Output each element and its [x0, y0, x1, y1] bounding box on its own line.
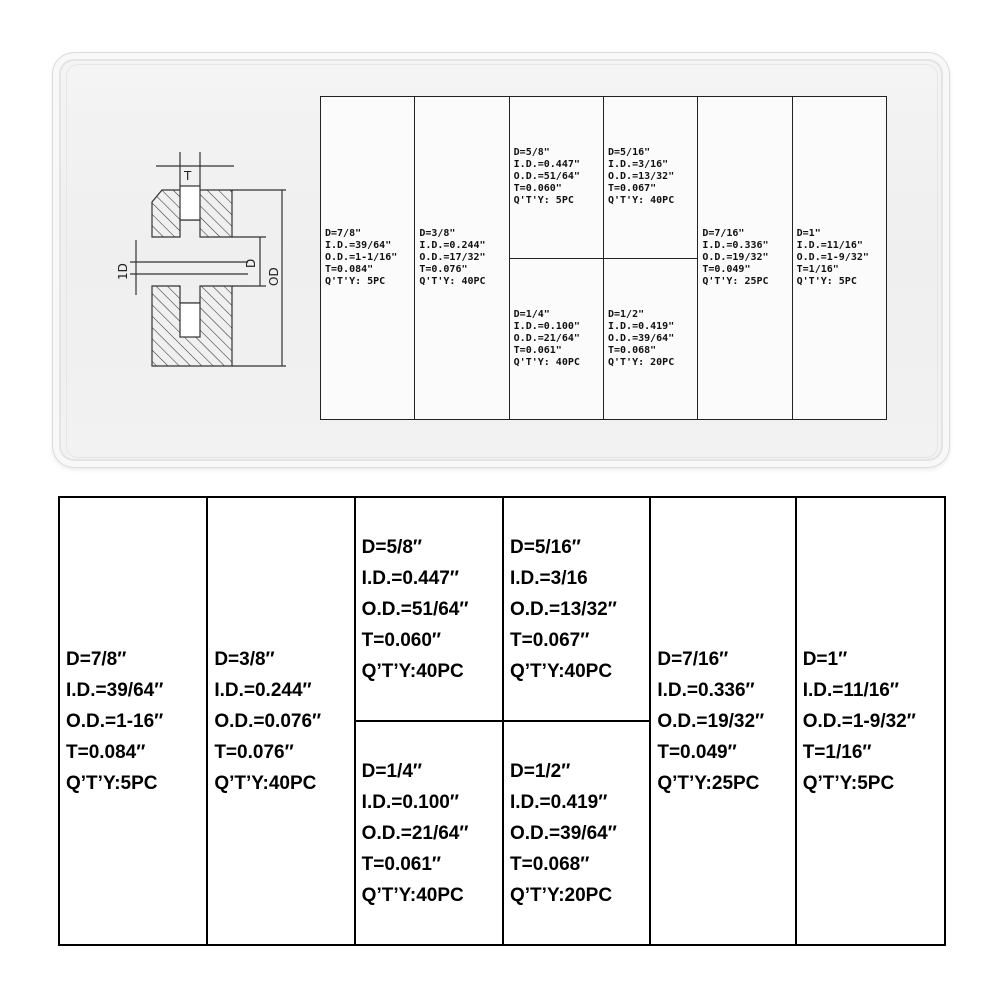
- big-table-column: [797, 498, 944, 944]
- spec-line: D=1/4″: [361, 760, 423, 782]
- spec-line: D=1″: [802, 648, 848, 670]
- spec-line: I.D.=0.447″: [361, 567, 459, 589]
- spec-line: O.D.=17/32": [419, 252, 486, 263]
- big-table-column: [504, 498, 651, 944]
- spec-cell: [698, 97, 791, 419]
- spec-line: I.D.=0.447": [513, 159, 580, 171]
- spec-line: T=0.076″: [214, 741, 294, 763]
- spec-line: T=0.049″: [657, 741, 737, 763]
- spec-line: D=1": [796, 228, 821, 239]
- small-table-column: [415, 97, 509, 419]
- spec-line: T=0.060″: [361, 629, 442, 651]
- spec-line: I.D.=11/16″: [802, 679, 899, 701]
- spec-line: D=7/16": [702, 228, 745, 239]
- spec-line: D=7/8″: [66, 648, 127, 670]
- spec-line: O.D.=51/64": [513, 171, 580, 183]
- spec-line: Q'T'Y: 5PC: [325, 276, 386, 287]
- spec-line: Q'T'Y: 40PC: [607, 195, 675, 207]
- spec-cell: [356, 722, 502, 944]
- big-table-column: [356, 498, 504, 944]
- spec-line: O.D.=21/64": [513, 332, 580, 344]
- spec-line: D=7/16″: [657, 648, 729, 670]
- spec-line: I.D.=0.336": [702, 240, 769, 251]
- spec-cell: [651, 498, 794, 944]
- grommet-cross-section-diagram: [100, 140, 300, 380]
- spec-line: I.D.=0.244": [419, 240, 486, 251]
- spec-line: O.D.=21/64″: [361, 822, 469, 844]
- spec-line: Q'T'Y: 40PC: [419, 276, 486, 287]
- spec-line: D=1/4": [513, 308, 550, 320]
- spec-line: Q’T’Y:40PC: [214, 772, 317, 794]
- spec-line: T=0.084″: [66, 741, 146, 763]
- spec-line: Q'T'Y: 5PC: [513, 195, 574, 207]
- spec-line: T=0.076": [419, 264, 468, 275]
- spec-line: D=1/2″: [510, 760, 571, 782]
- spec-line: O.D.=19/32": [702, 252, 769, 263]
- spec-line: O.D.=39/64″: [510, 822, 617, 844]
- spec-cell: [793, 97, 886, 419]
- spec-line: O.D.=13/32″: [510, 598, 617, 620]
- spec-cell: [356, 498, 502, 722]
- spec-line: Q’T’Y:20PC: [510, 884, 613, 906]
- spec-line: T=1/16": [796, 264, 839, 275]
- lid-spec-table: [320, 96, 887, 420]
- spec-line: T=0.084": [325, 264, 374, 275]
- spec-line: Q'T'Y: 20PC: [607, 356, 675, 368]
- spec-line: I.D.=0.100″: [361, 791, 459, 813]
- spec-line: T=0.068": [607, 344, 657, 356]
- big-table-column: [208, 498, 355, 944]
- spec-cell: [504, 498, 649, 722]
- spec-line: O.D.=1-16″: [66, 710, 164, 732]
- small-table-column: [793, 97, 886, 419]
- spec-table: [58, 496, 946, 946]
- spec-line: D=3/8″: [214, 648, 275, 670]
- spec-line: D=5/16″: [510, 536, 581, 558]
- spec-line: T=0.061": [513, 344, 562, 356]
- spec-cell: [60, 498, 206, 944]
- spec-cell: [510, 259, 603, 420]
- spec-cell: [321, 97, 414, 419]
- spec-line: D=7/8": [325, 228, 362, 239]
- spec-line: Q’T’Y:40PC: [361, 884, 464, 906]
- spec-line: I.D.=39/64": [325, 240, 392, 251]
- spec-line: O.D.=39/64": [607, 332, 675, 344]
- spec-line: T=0.067″: [510, 629, 590, 651]
- spec-cell: [504, 722, 649, 944]
- spec-cell: [797, 498, 944, 944]
- spec-line: Q’T’Y:40PC: [361, 660, 464, 682]
- diagram-label-id: 1D: [116, 263, 130, 280]
- spec-line: O.D.=1-9/32": [796, 252, 869, 263]
- spec-line: D=1/2": [607, 308, 645, 320]
- spec-line: T=0.060": [513, 183, 562, 195]
- spec-line: Q'T'Y: 40PC: [513, 356, 580, 368]
- spec-line: T=1/16″: [802, 741, 872, 763]
- big-table-column: [651, 498, 796, 944]
- spec-cell: [604, 97, 697, 259]
- spec-line: T=0.067": [607, 183, 657, 195]
- spec-line: I.D.=0.100": [513, 320, 580, 332]
- spec-line: T=0.061″: [361, 853, 442, 875]
- diagram-label-od: OD: [267, 267, 281, 286]
- spec-line: I.D.=0.419″: [510, 791, 608, 813]
- spec-line: D=5/8": [513, 147, 550, 159]
- diagram-label-t: T: [184, 169, 192, 183]
- spec-line: Q’T’Y:25PC: [657, 772, 760, 794]
- diagram-label-d: D: [244, 258, 258, 268]
- small-table-column: [698, 97, 792, 419]
- small-table-column: [321, 97, 415, 419]
- spec-line: I.D.=11/16": [796, 240, 863, 251]
- small-table-column: [510, 97, 604, 419]
- spec-cell: [415, 97, 508, 419]
- spec-line: Q'T'Y: 5PC: [796, 276, 857, 287]
- spec-line: I.D.=0.244″: [214, 679, 312, 701]
- spec-cell: [604, 259, 697, 420]
- spec-line: Q’T’Y:40PC: [510, 660, 613, 682]
- spec-line: O.D.=1-9/32″: [802, 710, 916, 732]
- spec-line: O.D.=13/32": [607, 171, 675, 183]
- spec-line: T=0.068″: [510, 853, 590, 875]
- spec-line: O.D.=0.076″: [214, 710, 322, 732]
- spec-line: I.D.=39/64″: [66, 679, 164, 701]
- spec-line: D=3/8": [419, 228, 456, 239]
- spec-line: T=0.049": [702, 264, 751, 275]
- spec-line: I.D.=0.419": [607, 320, 675, 332]
- spec-line: O.D.=19/32″: [657, 710, 765, 732]
- spec-line: Q'T'Y: 25PC: [702, 276, 769, 287]
- spec-line: O.D.=51/64″: [361, 598, 469, 620]
- spec-line: Q’T’Y:5PC: [802, 772, 895, 794]
- spec-line: D=5/16": [607, 147, 651, 159]
- spec-line: I.D.=0.336″: [657, 679, 755, 701]
- spec-cell: [208, 498, 353, 944]
- spec-cell: [510, 97, 603, 259]
- small-table-column: [604, 97, 698, 419]
- spec-line: I.D.=3/16: [510, 567, 588, 589]
- spec-line: D=5/8″: [361, 536, 423, 558]
- spec-line: I.D.=3/16": [607, 159, 669, 171]
- spec-line: O.D.=1-1/16": [325, 252, 398, 263]
- big-table-column: [60, 498, 208, 944]
- spec-line: Q’T’Y:5PC: [66, 772, 158, 794]
